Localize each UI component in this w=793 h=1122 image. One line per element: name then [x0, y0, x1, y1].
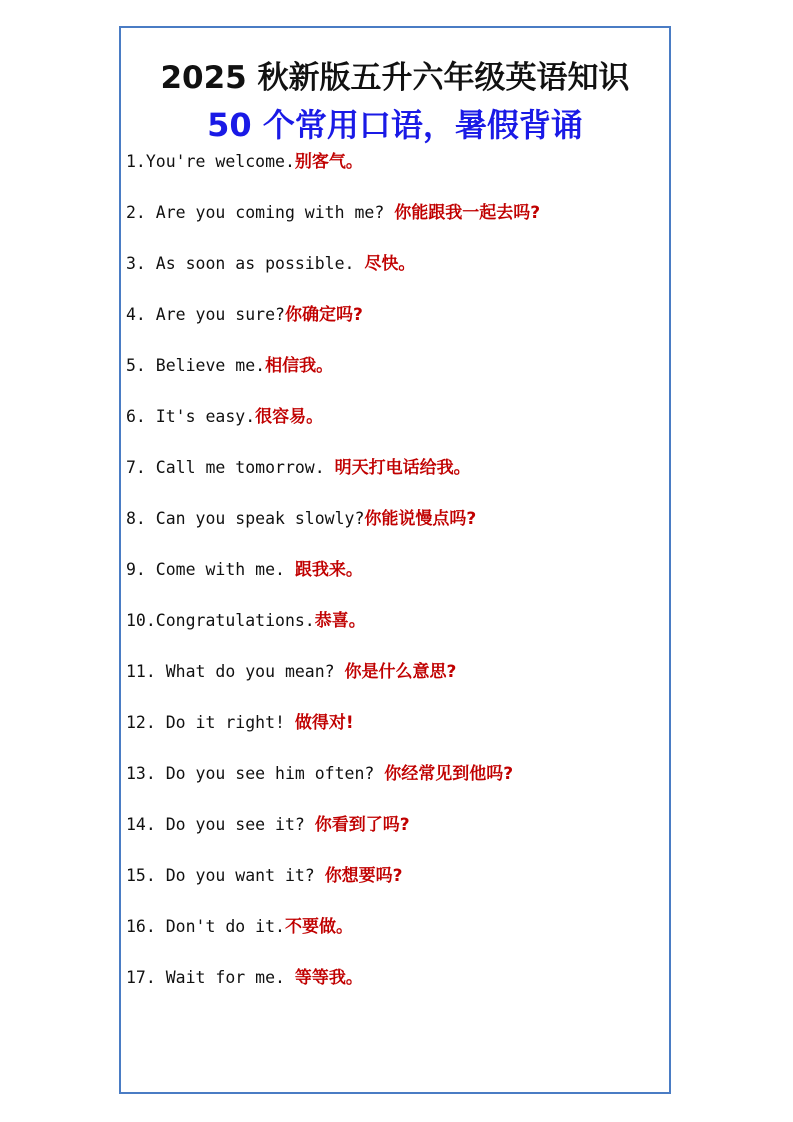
phrase-english: 6. It's easy.: [126, 407, 256, 426]
phrase-english: 7. Call me tomorrow.: [126, 458, 335, 477]
phrase-english: 5. Believe me.: [126, 356, 266, 375]
phrase-chinese: 尽快。: [364, 254, 416, 274]
phrase-english: 17. Wait for me.: [126, 968, 295, 987]
phrase-chinese: 做得对!: [294, 713, 354, 733]
phrase-item: [126, 403, 666, 454]
phrase-english: 10.Congratulations.: [126, 611, 315, 630]
phrase-chinese: 不要做。: [284, 917, 353, 937]
phrase-item: [126, 301, 666, 352]
phrase-chinese: 很容易。: [255, 407, 324, 427]
phrase-english: 12. Do it right!: [126, 713, 295, 732]
phrase-english: 8. Can you speak slowly?: [126, 509, 365, 528]
phrase-item: [126, 607, 666, 658]
page-title: 2025 秋新版五升六年级英语知识: [160, 60, 630, 96]
phrase-chinese: 你确定吗?: [284, 305, 363, 325]
phrase-item: [126, 454, 666, 505]
phrase-item: [126, 199, 666, 250]
phrase-chinese: 恭喜。: [314, 611, 366, 631]
phrase-english: 13. Do you see him often?: [126, 764, 385, 783]
phrase-chinese: 你经常见到他吗?: [384, 764, 514, 784]
phrase-chinese: 你能说慢点吗?: [364, 509, 477, 529]
phrase-item: [126, 811, 666, 862]
phrase-english: 11. What do you mean?: [126, 662, 345, 681]
phrase-english: 16. Don't do it.: [126, 917, 285, 936]
phrase-item: [126, 505, 666, 556]
phrase-english: 2. Are you coming with me?: [126, 203, 395, 222]
phrase-item: [126, 352, 666, 403]
phrase-chinese: 你看到了吗?: [314, 815, 410, 835]
phrase-item: [126, 709, 666, 760]
phrase-chinese: 相信我。: [265, 356, 334, 376]
phrase-chinese: 明天打电话给我。: [334, 458, 471, 478]
phrase-chinese: 跟我来。: [294, 560, 363, 580]
phrase-item: [126, 556, 666, 607]
phrase-english: 15. Do you want it?: [126, 866, 325, 885]
phrase-chinese: 你是什么意思?: [344, 662, 457, 682]
phrase-english: 14. Do you see it?: [126, 815, 315, 834]
phrase-english: 9. Come with me.: [126, 560, 295, 579]
phrase-english: 3. As soon as possible.: [126, 254, 365, 273]
phrase-item: [126, 250, 666, 301]
phrase-english: 1.You're welcome.: [126, 152, 295, 171]
phrase-item: [126, 148, 666, 199]
phrase-english: 4. Are you sure?: [126, 305, 285, 324]
phrase-chinese: 你想要吗?: [324, 866, 403, 886]
phrase-chinese: 等等我。: [294, 968, 363, 988]
phrase-item: [126, 913, 666, 964]
phrase-item: [126, 760, 666, 811]
phrase-list: [126, 148, 666, 1015]
phrase-item: [126, 964, 666, 1015]
phrase-chinese: 你能跟我一起去吗?: [394, 203, 541, 223]
phrase-item: [126, 862, 666, 913]
phrase-item: [126, 658, 666, 709]
page-subtitle: 50 个常用口语，暑假背诵: [207, 106, 583, 144]
phrase-chinese: 别客气。: [294, 152, 363, 172]
